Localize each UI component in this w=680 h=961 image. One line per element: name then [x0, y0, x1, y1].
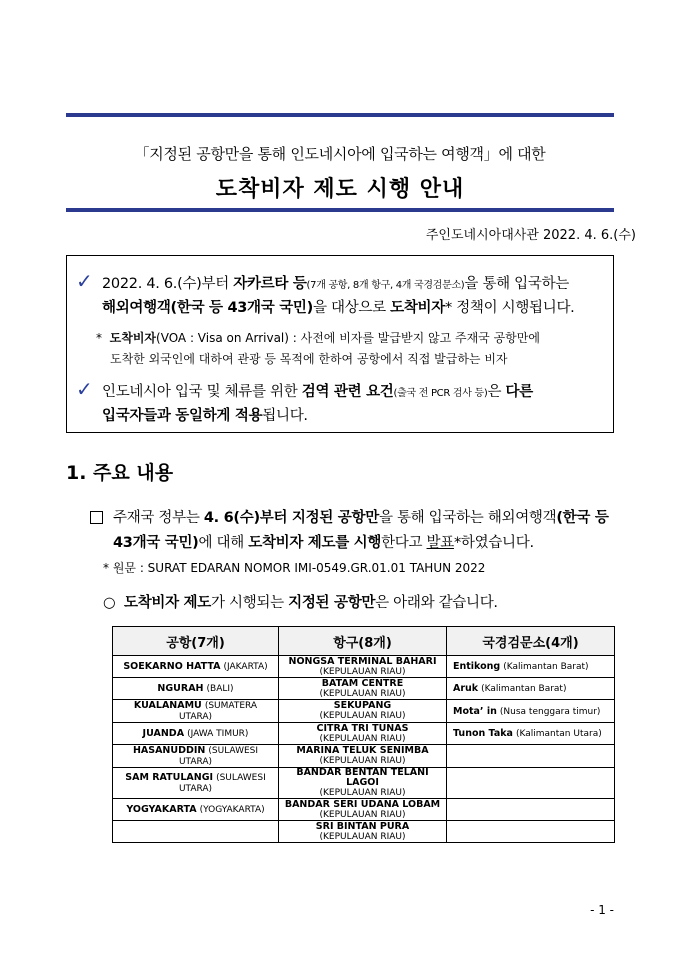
airport-cell: SAM RATULANGI (SULAWESI UTARA): [113, 768, 279, 799]
airport-cell: YOGYAKARTA (YOGYAKARTA): [113, 799, 279, 821]
checkmark-icon: ✓: [76, 377, 93, 401]
table-row: [113, 799, 615, 821]
col-header-port: 항구(8개): [279, 627, 447, 656]
port-cell: BATAM CENTRE (KEPULAUAN RIAU): [279, 678, 447, 700]
airport-cell: JUANDA (JAWA TIMUR): [113, 723, 279, 745]
summary-bullet-2-line-2: 입국자들과 동일하게 적용됩니다.: [102, 408, 308, 424]
port-cell: CITRA TRI TUNAS (KEPULAUAN RIAU): [279, 723, 447, 745]
summary-bullet-1-line-1: 2022. 4. 6.(수)부터 자카르타 등(7개 공항, 8개 항구, 4개 국경검문소)을 통해 입국하는: [102, 276, 569, 292]
airport-cell: KUALANAMU (SUMATERA UTARA): [113, 700, 279, 723]
border-post-cell: Mota’ in (Nusa tenggara timur): [447, 700, 615, 723]
section-para-line-1: 주재국 정부는 4. 6(수)부터 지정된 공항만을 통해 입국하는 해외여행객(한국 등: [113, 510, 609, 526]
checkbox-square-icon: [90, 509, 103, 528]
border-post-cell: Aruk (Kalimantan Barat): [447, 678, 615, 700]
page-number: - 1 -: [590, 903, 614, 917]
port-cell: SEKUPANG (KEPULAUAN RIAU): [279, 700, 447, 723]
document-title: 도착비자 제도 시행 안내: [215, 177, 465, 202]
border-post-cell: [447, 745, 615, 768]
section-para-line-2: 43개국 국민)에 대해 도착비자 제도를 시행한다고 발표*하였습니다.: [113, 535, 534, 551]
border-post-cell: [447, 768, 615, 799]
summary-note-line-1: * 도착비자(VOA : Visa on Arrival) : 사전에 비자를 발급받지 않고 주재국 공항만에: [96, 331, 540, 345]
airport-cell: [113, 821, 279, 843]
col-header-border: 국경검문소(4개): [447, 627, 615, 656]
airport-cell: HASANUDDIN (SULAWESI UTARA): [113, 745, 279, 768]
border-post-cell: Entikong (Kalimantan Barat): [447, 656, 615, 678]
port-cell: NONGSA TERMINAL BAHARI (KEPULAUAN RIAU): [279, 656, 447, 678]
checkmark-icon: ✓: [76, 269, 93, 293]
document-subtitle: 「지정된 공항만을 통해 인도네시아에 입국하는 여행객」에 대한: [134, 145, 546, 163]
summary-note-line-2: 도착한 외국인에 대하여 관광 등 목적에 한하여 공항에서 직접 발급하는 비자: [110, 352, 508, 366]
border-post-cell: [447, 821, 615, 843]
issuer-date: 주인도네시아대사관 2022. 4. 6.(수): [425, 228, 636, 243]
table-row: [113, 723, 615, 745]
airport-cell: NGURAH (BALI): [113, 678, 279, 700]
section-heading: 1. 주요 내용: [66, 462, 174, 484]
source-note: * 원문 : SURAT EDARAN NOMOR IMI-0549.GR.01.01 TAHUN 2022: [103, 561, 486, 575]
table-row: [113, 700, 615, 723]
table-row: [113, 745, 615, 768]
col-header-airport: 공항(7개): [113, 627, 279, 656]
entry-points-table: [112, 626, 615, 843]
section-sub-point: ○ 도착비자 제도가 시행되는 지정된 공항만은 아래와 같습니다.: [103, 595, 498, 611]
table-header-row: [113, 627, 615, 656]
header-rule-bottom: [66, 208, 614, 212]
port-cell: SRI BINTAN PURA (KEPULAUAN RIAU): [279, 821, 447, 843]
table-row: [113, 821, 615, 843]
port-cell: BANDAR SERI UDANA LOBAM (KEPULAUAN RIAU): [279, 799, 447, 821]
table-row: [113, 678, 615, 700]
summary-bullet-2-line-1: 인도네시아 입국 및 체류를 위한 검역 관련 요건(출국 전 PCR 검사 등)은 다른: [102, 384, 533, 400]
table-row: [113, 656, 615, 678]
border-post-cell: Tunon Taka (Kalimantan Utara): [447, 723, 615, 745]
table-row: [113, 768, 615, 799]
summary-bullet-1-line-2: 해외여행객(한국 등 43개국 국민)을 대상으로 도착비자* 정책이 시행됩니다.: [102, 300, 575, 316]
header-rule-top: [66, 113, 614, 117]
airport-cell: SOEKARNO HATTA (JAKARTA): [113, 656, 279, 678]
border-post-cell: [447, 799, 615, 821]
port-cell: BANDAR BENTAN TELANI LAGOI (KEPULAUAN RIAU): [279, 768, 447, 799]
port-cell: MARINA TELUK SENIMBA (KEPULAUAN RIAU): [279, 745, 447, 768]
